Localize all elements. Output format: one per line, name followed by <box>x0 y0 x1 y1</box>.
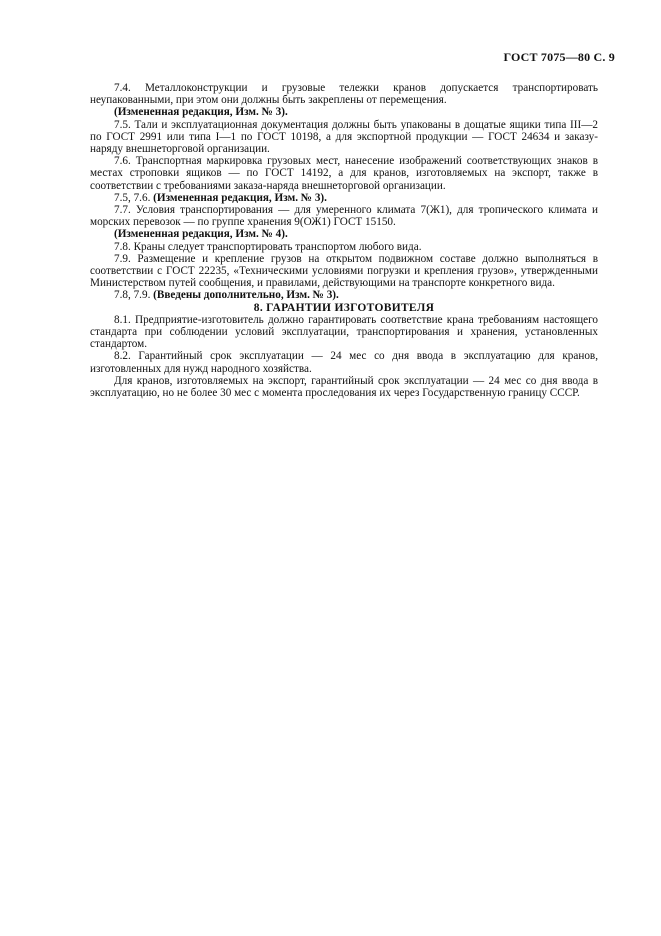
page-header: ГОСТ 7075—80 С. 9 <box>503 50 615 64</box>
paragraph-7-4: 7.4. Металлоконструкции и грузовые тележки кранов допускается транспортировать неупакованными, при этом они должны быть закреплены от перемещения. <box>90 82 598 107</box>
paragraph-7-8: 7.8. Краны следует транспортировать транспортом любого вида. <box>114 240 422 253</box>
amendment-note-text: (Измененная редакция, Изм. № 4). <box>114 228 288 241</box>
section-title: 8. ГАРАНТИИ ИЗГОТОВИТЕЛЯ <box>253 301 435 314</box>
paragraph-8-2-export: Для кранов, изготовляемых на экспорт, гарантийный срок эксплуатации — 24 мес со дня ввода в эксплуатацию, но не более 30 мес с момента проследования их через Государственную границу СССР. <box>90 374 598 400</box>
paragraph-7-7: 7.7. Условия транспортирования — для умеренного климата 7(Ж1), для тропического климата и морских перевозок — по группе хранения 9(ОЖ1) ГОСТ 15150. <box>90 204 598 229</box>
amendment-note-7-8-7-9 <box>90 289 598 301</box>
amendment-note-text: (Измененная редакция, Изм. № 3). <box>114 106 288 119</box>
paragraph-7-9: 7.9. Размещение и крепление грузов на открытом подвижном составе должно выполняться в соответствии с ГОСТ 22235, «Техническими условиями погрузки и крепления грузов», утвержденными Министерством путей сообщения, и правилами, действующими на транспорте конкретного вида. <box>90 252 598 290</box>
amendment-note-7-4 <box>90 106 598 118</box>
amendment-note-7-5-7-6 <box>90 192 598 204</box>
note-prefix: 7.5, 7.6. <box>114 191 151 204</box>
paragraph-8-1: 8.1. Предприятие-изготовитель должно гарантировать соответствие крана требованиям настоящего стандарта при соблюдении условий эксплуатации, транспортирования и хранения, установленных стандартом. <box>90 313 598 351</box>
amendment-note-text: (Измененная редакция, Изм. № 3). <box>153 191 327 204</box>
paragraph-7-5: 7.5. Тали и эксплуатационная документация должны быть упакованы в дощатые ящики типа III—2 по ГОСТ 2991 или типа I—1 по ГОСТ 10198, а для экспортной продукции — ГОСТ 24634 и заказу-наряду внешнеторговой организации. <box>90 118 598 156</box>
amendment-note-text: (Введены дополнительно, Изм. № 3). <box>153 289 339 302</box>
note-prefix: 7.8, 7.9. <box>114 289 151 302</box>
paragraph-8-2: 8.2. Гарантийный срок эксплуатации — 24 мес со дня ввода в эксплуатацию для кранов, изготовленных для нужд народного хозяйства. <box>90 350 598 375</box>
document-body <box>90 82 598 399</box>
paragraph-7-6: 7.6. Транспортная маркировка грузовых мест, нанесение изображений соответствующих знаков в местах строповки ящиков — по ГОСТ 14192, а для кранов, изготовляемых на экспорт, также в соответствии с требованиями заказа-наряда внешнеторговой организации. <box>90 155 598 192</box>
amendment-note-7-7 <box>90 228 598 240</box>
